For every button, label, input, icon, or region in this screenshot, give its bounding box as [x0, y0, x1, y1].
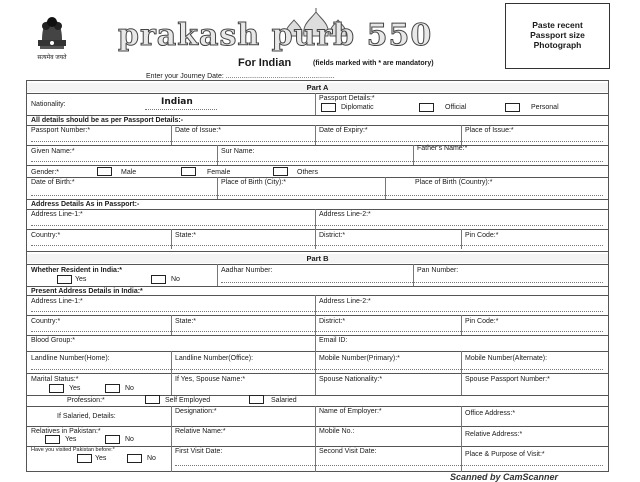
- present-district-field[interactable]: District:*: [319, 318, 346, 325]
- mobile-primary-field[interactable]: Mobile Number(Primary):*: [319, 355, 400, 362]
- office-address-field[interactable]: Office Address:*: [465, 410, 516, 417]
- given-name-field[interactable]: Given Name:*: [31, 148, 75, 155]
- employer-field[interactable]: Name of Employer:*: [319, 408, 382, 415]
- aadhar-number-field[interactable]: Aadhar Number:: [221, 267, 273, 274]
- sur-name-field[interactable]: Sur Name:: [221, 148, 255, 155]
- female-checkbox[interactable]: [181, 167, 196, 176]
- photo-box-line: Photograph: [533, 40, 582, 50]
- self-employed-checkbox[interactable]: [145, 395, 160, 404]
- male-label: Male: [121, 169, 137, 176]
- married-no-checkbox[interactable]: [105, 384, 120, 393]
- present-country-field[interactable]: Country:*: [31, 318, 61, 325]
- first-visit-date-field[interactable]: First Visit Date:: [175, 448, 223, 455]
- blood-group-field[interactable]: Blood Group:*: [31, 337, 75, 344]
- date-of-issue-field[interactable]: Date of Issue:*: [175, 127, 221, 134]
- personal-checkbox[interactable]: [505, 103, 520, 112]
- email-id-field[interactable]: Email ID:: [319, 337, 348, 344]
- female-label: Female: [207, 169, 231, 176]
- personal-label: Personal: [531, 104, 559, 111]
- resident-no-checkbox[interactable]: [151, 275, 166, 284]
- others-checkbox[interactable]: [273, 167, 288, 176]
- self-employed-label: Self Employed: [165, 397, 211, 404]
- place-of-issue-field[interactable]: Place of Issue:*: [465, 127, 514, 134]
- part-b-heading: Part B: [27, 254, 608, 263]
- if-salaried-label: If Salaried, Details:: [57, 413, 116, 420]
- place-of-birth-country-field[interactable]: Place of Birth (Country):*: [415, 179, 493, 186]
- nationality-value[interactable]: Indian: [161, 97, 193, 107]
- profession-label: Profession:*: [67, 397, 105, 404]
- photo-box-line: Passport size: [530, 30, 585, 40]
- address-as-passport-heading: Address Details As in Passport:-: [31, 201, 140, 208]
- male-checkbox[interactable]: [97, 167, 112, 176]
- official-checkbox[interactable]: [419, 103, 434, 112]
- gender-label: Gender:*: [31, 169, 60, 176]
- visited-pakistan-label: Have you visited Pakistan before:*: [31, 447, 115, 453]
- relatives-no-label: No: [125, 436, 134, 443]
- official-label: Official: [445, 104, 467, 111]
- all-details-note: All details should be as per Passport Details:-: [31, 117, 184, 124]
- passport-address-line-1-field[interactable]: Address Line-1:*: [31, 211, 83, 218]
- date-of-expiry-field[interactable]: Date of Expiry:*: [319, 127, 368, 134]
- salaried-label: Salaried: [271, 397, 297, 404]
- resident-yes-label: Yes: [75, 276, 87, 283]
- spouse-name-field[interactable]: If Yes, Spouse Name:*: [175, 376, 246, 383]
- passport-state-field[interactable]: State:*: [175, 232, 197, 239]
- resident-yes-checkbox[interactable]: [57, 275, 72, 284]
- visited-no-checkbox[interactable]: [127, 454, 142, 463]
- passport-pin-code-field[interactable]: Pin Code:*: [465, 232, 499, 239]
- resident-label: Whether Resident in India:*: [31, 267, 123, 274]
- married-yes-label: Yes: [69, 385, 81, 392]
- relatives-yes-label: Yes: [65, 436, 77, 443]
- journey-date-field[interactable]: Enter your Journey Date: ........................................................: [146, 73, 335, 80]
- passport-details-label: Passport Details:*: [319, 95, 375, 102]
- place-purpose-field[interactable]: Place & Purpose of Visit:*: [465, 451, 545, 458]
- diplomatic-label: Diplomatic: [341, 104, 374, 111]
- spouse-nationality-field[interactable]: Spouse Nationality:*: [319, 376, 383, 383]
- passport-number-field[interactable]: Passport Number:*: [31, 127, 91, 134]
- designation-field[interactable]: Designation:*: [175, 408, 217, 415]
- application-form: [26, 80, 609, 472]
- pan-number-field[interactable]: Pan Number:: [417, 267, 459, 274]
- mobile-no-field[interactable]: Mobile No.:: [319, 428, 355, 435]
- passport-country-field[interactable]: Country:*: [31, 232, 61, 239]
- relative-address-field[interactable]: Relative Address:*: [465, 431, 523, 438]
- mandatory-note: (fields marked with * are mandatory): [313, 60, 434, 67]
- married-yes-checkbox[interactable]: [49, 384, 64, 393]
- passport-district-field[interactable]: District:*: [319, 232, 346, 239]
- visited-yes-checkbox[interactable]: [77, 454, 92, 463]
- part-a-heading: Part A: [27, 83, 608, 92]
- second-visit-date-field[interactable]: Second Visit Date:: [319, 448, 377, 455]
- present-address-line-2-field[interactable]: Address Line-2:*: [319, 298, 371, 305]
- marital-status-label: Marital Status:*: [31, 376, 79, 383]
- visited-yes-label: Yes: [95, 455, 107, 462]
- resident-no-label: No: [171, 276, 180, 283]
- date-of-birth-field[interactable]: Date of Birth:*: [31, 179, 75, 186]
- landline-home-field[interactable]: Landline Number(Home):: [31, 355, 110, 362]
- nationality-label: Nationality:: [31, 101, 66, 108]
- relative-name-field[interactable]: Relative Name:*: [175, 428, 226, 435]
- photo-box-line: Paste recent: [532, 20, 583, 30]
- present-address-heading: Present Address Details in India:*: [31, 288, 143, 295]
- place-of-birth-city-field[interactable]: Place of Birth (City):*: [221, 179, 286, 186]
- diplomatic-checkbox[interactable]: [321, 103, 336, 112]
- salaried-checkbox[interactable]: [249, 395, 264, 404]
- scanner-watermark: Scanned by CamScanner: [450, 472, 559, 482]
- relatives-yes-checkbox[interactable]: [45, 435, 60, 444]
- relatives-pakistan-label: Relatives in Pakistan:*: [31, 428, 101, 435]
- page-title: prakash purb 550: [118, 18, 433, 53]
- visited-no-label: No: [147, 455, 156, 462]
- others-label: Others: [297, 169, 319, 176]
- photo-box: [505, 3, 610, 69]
- passport-address-line-2-field[interactable]: Address Line-2:*: [319, 211, 371, 218]
- fathers-name-field[interactable]: Father's Name:*: [417, 145, 468, 152]
- landline-office-field[interactable]: Landline Number(Office):: [175, 355, 254, 362]
- spouse-passport-field[interactable]: Spouse Passport Number:*: [465, 376, 550, 383]
- present-address-line-1-field[interactable]: Address Line-1:*: [31, 298, 83, 305]
- married-no-label: No: [125, 385, 134, 392]
- present-state-field[interactable]: State:*: [175, 318, 197, 325]
- form-subtitle: For Indian: [238, 57, 292, 69]
- mobile-alternate-field[interactable]: Mobile Number(Alternate):: [465, 355, 548, 362]
- present-pin-code-field[interactable]: Pin Code:*: [465, 318, 499, 325]
- relatives-no-checkbox[interactable]: [105, 435, 120, 444]
- emblem-caption: सत्यमेव जयते: [37, 55, 67, 61]
